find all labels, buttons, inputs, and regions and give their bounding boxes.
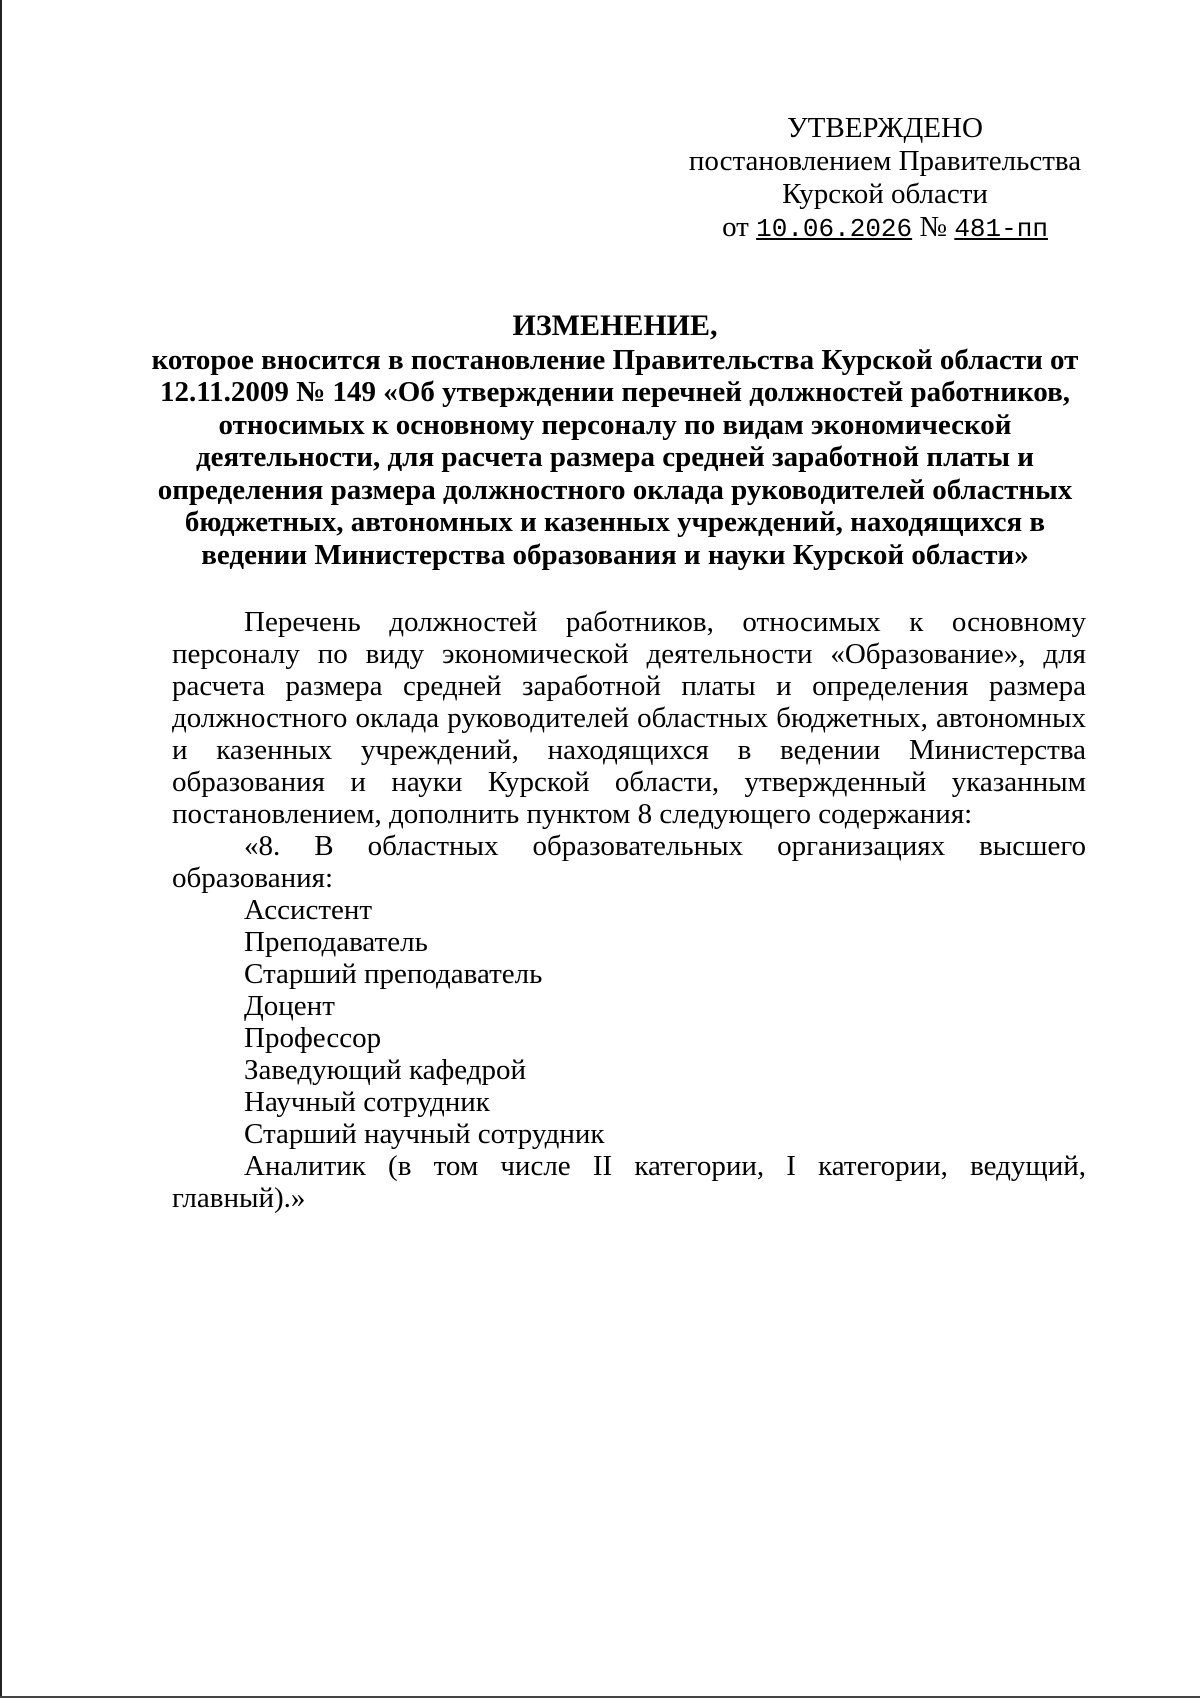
- item-8-line: «8. В областных образовательных организациях высшего: [244, 830, 1086, 862]
- position-item: Научный сотрудник: [244, 1086, 490, 1118]
- heading-line: ведении Министерства образования и науки Курской области»: [201, 538, 1029, 571]
- heading-line: бюджетных, автономных и казенных учреждений, находящихся в: [184, 506, 1046, 538]
- position-item: Заведующий кафедрой: [244, 1054, 527, 1086]
- position-item: Доцент: [244, 990, 335, 1022]
- paragraph-line: персоналу по виду экономической деятельности «Образование», для: [172, 638, 1086, 670]
- heading-line: которое вносится в постановление Правительства Курской области от: [151, 343, 1079, 376]
- paragraph-line: должностного оклада руководителей областных бюджетных, автономных: [172, 702, 1086, 734]
- number-sign: №: [919, 211, 948, 243]
- approval-date-line: [640, 211, 1130, 246]
- position-item: Преподаватель: [244, 926, 428, 958]
- paragraph-line: Перечень должностей работников, относимых к основному: [244, 606, 1086, 638]
- approval-date: 10.06.2026: [756, 214, 913, 244]
- position-item: Профессор: [244, 1022, 382, 1054]
- date-prefix: от: [722, 211, 749, 243]
- approval-stamp: [640, 112, 1130, 246]
- paragraph-line: и казенных учреждений, находящихся в ведении Министерства: [172, 734, 1086, 766]
- page-left-edge: [0, 0, 2, 1698]
- document-heading: [150, 310, 1080, 571]
- paragraph-line: образования и науки Курской области, утвержденный указанным: [172, 766, 1086, 798]
- paragraph-line: расчета размера средней заработной платы и определения размера: [172, 670, 1086, 702]
- approved-label: УТВЕРЖДЕНО: [787, 112, 983, 144]
- approved-region-line: Курской области: [782, 178, 988, 210]
- document-body: [172, 606, 1086, 1214]
- paragraph-line: постановлением, дополнить пунктом 8 следующего содержания:: [172, 798, 973, 830]
- heading-line: относимых к основному персоналу по видам экономической: [218, 408, 1012, 441]
- position-item-continuation: главный).»: [172, 1182, 306, 1214]
- heading-line: определения размера должностного оклада руководителей областных: [157, 473, 1073, 506]
- heading-title: ИЗМЕНЕНИЕ,: [512, 309, 718, 342]
- position-item: Старший научный сотрудник: [244, 1118, 605, 1150]
- position-item: Старший преподаватель: [244, 958, 543, 990]
- heading-line: деятельности, для расчета размера средней заработной платы и: [196, 441, 1034, 473]
- item-8-line: образования:: [172, 862, 334, 894]
- position-item: Ассистент: [244, 894, 373, 926]
- approval-number: 481-пп: [954, 214, 1048, 244]
- approved-by-line: постановлением Правительства: [688, 145, 1082, 177]
- heading-line: 12.11.2009 № 149 «Об утверждении перечней должностей работников,: [160, 376, 1070, 408]
- position-item: Аналитик (в том числе II категории, I категории, ведущий,: [244, 1150, 1086, 1182]
